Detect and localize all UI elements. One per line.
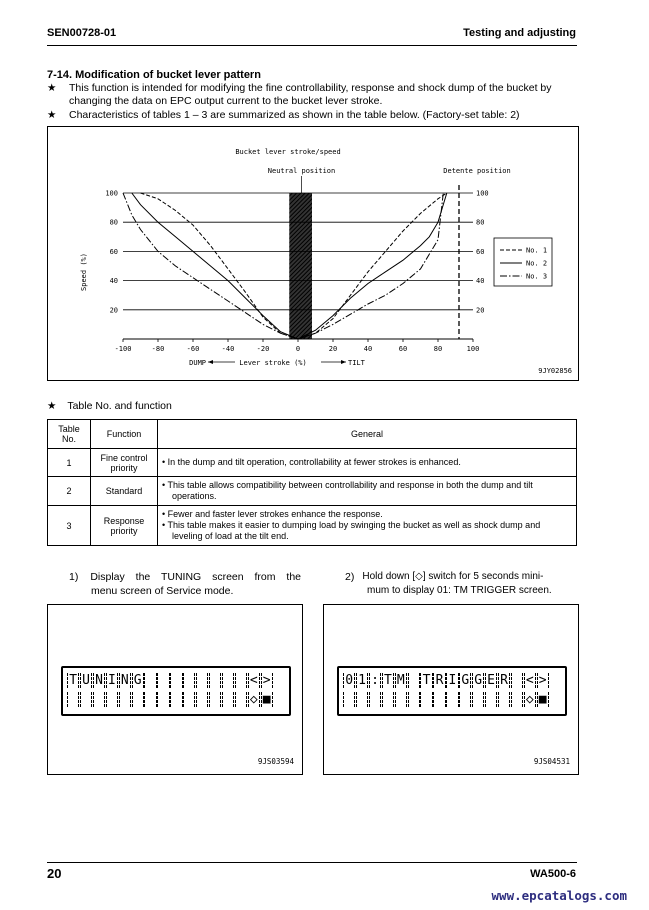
lcd-cell bbox=[106, 692, 118, 707]
lcd-cell: T bbox=[382, 673, 394, 688]
bullet-2-line1: Characteristics of tables 1 – 3 are summarized as shown in the table below. (Factory-set table: 2) bbox=[69, 109, 520, 121]
lcd-cell bbox=[356, 692, 368, 707]
lcd-cell: T bbox=[67, 673, 79, 688]
lcd-cell: > bbox=[261, 673, 273, 688]
lcd-cell bbox=[144, 692, 156, 707]
lcd-cell: I bbox=[446, 673, 458, 688]
lcd-cell: ◇ bbox=[248, 692, 260, 707]
lcd-cell: ■ bbox=[537, 692, 549, 707]
lcd-cell bbox=[157, 692, 169, 707]
lcd-cell bbox=[472, 692, 484, 707]
step-number: 2) bbox=[345, 571, 355, 583]
chart-figure bbox=[47, 126, 579, 381]
lcd-cell bbox=[183, 692, 195, 707]
lcd-display bbox=[61, 666, 291, 716]
detente-label: Detente position bbox=[443, 167, 511, 175]
lcd-cell: R bbox=[433, 673, 445, 688]
dump-arrowhead bbox=[208, 360, 213, 364]
lcd-cell bbox=[420, 692, 432, 707]
lcd-cell bbox=[369, 692, 381, 707]
y-axis-label: Speed (%) bbox=[80, 253, 88, 291]
lcd-cell bbox=[196, 673, 208, 688]
lcd-cell: > bbox=[537, 673, 549, 688]
step-text-line2: menu screen of Service mode. bbox=[91, 585, 234, 597]
lcd-cell bbox=[209, 673, 221, 688]
lcd-cell bbox=[119, 692, 131, 707]
lcd-cell: E bbox=[485, 673, 497, 688]
lcd-cell bbox=[183, 673, 195, 688]
lcd-cell: G bbox=[132, 673, 144, 688]
general-item: • In the dump and tilt operation, controllability at fewer strokes is enhanced. bbox=[162, 457, 461, 467]
model-name: WA500-6 bbox=[530, 868, 576, 880]
lcd-cell: U bbox=[80, 673, 92, 688]
lcd-cell bbox=[144, 673, 156, 688]
figure-id: 9JS04531 bbox=[533, 757, 570, 766]
bullet-1-line2: changing the data on EPC output current to the bucket lever stroke. bbox=[69, 95, 383, 107]
y-tick-left: 80 bbox=[109, 218, 118, 227]
page-number: 20 bbox=[47, 866, 62, 881]
lcd-cell: N bbox=[93, 673, 105, 688]
x-tick-label: -80 bbox=[151, 345, 165, 353]
lcd-cell bbox=[132, 692, 144, 707]
lcd-cell bbox=[446, 692, 458, 707]
lcd-cell bbox=[459, 692, 471, 707]
star-icon: ★ bbox=[47, 400, 57, 412]
y-tick-right: 80 bbox=[476, 218, 485, 227]
lcd-cell bbox=[498, 692, 510, 707]
header-rule bbox=[47, 45, 577, 46]
bullet-1 bbox=[47, 82, 587, 110]
figure-id: 9JY02856 bbox=[538, 367, 572, 375]
chart-title: Bucket lever stroke/speed bbox=[235, 148, 341, 156]
neutral-band bbox=[289, 193, 312, 339]
lever-stroke-chart bbox=[48, 127, 578, 380]
row-general bbox=[158, 506, 577, 546]
lcd-cell bbox=[80, 692, 92, 707]
header-table-no: Table No. bbox=[48, 420, 91, 449]
lcd-display bbox=[337, 666, 567, 716]
x-tick-label: -60 bbox=[186, 345, 200, 353]
x-tick-label: 60 bbox=[398, 345, 408, 353]
lcd-cell bbox=[408, 673, 420, 688]
tilt-label: TILT bbox=[348, 359, 365, 367]
general-item: • This table allows compatibility between controllability and response in both the dump and tilt operations. bbox=[162, 480, 533, 501]
lcd-cell bbox=[382, 692, 394, 707]
step-2 bbox=[345, 570, 577, 598]
row-no: 1 bbox=[48, 449, 91, 477]
star-icon: ★ bbox=[47, 109, 57, 121]
step-number: 1) bbox=[69, 571, 79, 583]
legend-label: No. 2 bbox=[526, 259, 548, 268]
step-1 bbox=[69, 570, 301, 598]
lcd-cell: T bbox=[420, 673, 432, 688]
lcd-cell: G bbox=[472, 673, 484, 688]
y-tick-left: 20 bbox=[109, 306, 118, 315]
series-line bbox=[123, 193, 443, 339]
section-title: 7-14. Modification of bucket lever pattern bbox=[47, 69, 261, 81]
row-general bbox=[158, 477, 577, 506]
row-no: 2 bbox=[48, 477, 91, 506]
y-tick-left: 60 bbox=[109, 247, 118, 256]
lcd-cell bbox=[222, 673, 234, 688]
legend-label: No. 3 bbox=[526, 272, 548, 281]
x-tick-label: 20 bbox=[328, 345, 338, 353]
tilt-arrowhead bbox=[341, 360, 346, 364]
watermark: www.epcatalogs.com bbox=[491, 888, 627, 903]
x-tick-label: -100 bbox=[114, 345, 132, 353]
y-tick-right: 60 bbox=[476, 247, 485, 256]
x-tick-label: -20 bbox=[256, 345, 270, 353]
lcd-cell: 0 bbox=[343, 673, 355, 688]
tuning-screen-figure bbox=[47, 604, 303, 775]
y-tick-right: 40 bbox=[476, 277, 485, 286]
row-function: Fine control priority bbox=[91, 449, 158, 477]
section-header: Testing and adjusting bbox=[463, 27, 576, 39]
lcd-cell: R bbox=[498, 673, 510, 688]
lcd-cell bbox=[408, 692, 420, 707]
lcd-cell bbox=[93, 692, 105, 707]
x-tick-label: 0 bbox=[295, 345, 301, 353]
lcd-cell: < bbox=[248, 673, 260, 688]
step-text-line2: mum to display 01: TM TRIGGER screen. bbox=[367, 585, 552, 596]
table-intro-text: Table No. and function bbox=[67, 400, 172, 412]
lcd-cell: : bbox=[369, 673, 381, 688]
lcd-cell: < bbox=[524, 673, 536, 688]
y-tick-left: 100 bbox=[105, 189, 118, 198]
lcd-cell bbox=[67, 692, 79, 707]
row-general bbox=[158, 449, 577, 477]
x-tick-label: 80 bbox=[433, 345, 443, 353]
lcd-cell bbox=[170, 692, 182, 707]
lcd-cell bbox=[511, 673, 523, 688]
lcd-cell bbox=[196, 692, 208, 707]
lcd-cell bbox=[433, 692, 445, 707]
header-function: Function bbox=[91, 420, 158, 449]
function-table bbox=[47, 419, 577, 546]
star-icon: ★ bbox=[47, 82, 57, 94]
table-header-row bbox=[48, 420, 577, 449]
table-row bbox=[48, 506, 577, 546]
lcd-cell bbox=[235, 673, 247, 688]
lcd-cell bbox=[209, 692, 221, 707]
doc-code: SEN00728-01 bbox=[47, 27, 117, 39]
lcd-cell: I bbox=[106, 673, 118, 688]
lcd-cell bbox=[511, 692, 523, 707]
step-text-line1: Hold down [◇] switch for 5 seconds mini- bbox=[362, 571, 544, 582]
bullet-1-line1: This function is intended for modifying the fine controllability, response and shock dump of the bucket by bbox=[69, 82, 552, 94]
row-no: 3 bbox=[48, 506, 91, 546]
y-tick-right: 20 bbox=[476, 306, 485, 315]
x-axis-label: Lever stroke (%) bbox=[239, 359, 307, 367]
x-tick-label: -40 bbox=[221, 345, 235, 353]
lcd-cell: M bbox=[395, 673, 407, 688]
table-intro bbox=[47, 400, 172, 412]
neutral-label: Neutral position bbox=[267, 167, 336, 175]
figure-id: 9JS03594 bbox=[257, 757, 294, 766]
legend-label: No. 1 bbox=[526, 246, 548, 255]
lcd-cell bbox=[485, 692, 497, 707]
x-tick-label: 40 bbox=[363, 345, 373, 353]
dump-label: DUMP bbox=[189, 359, 206, 367]
row-function: Standard bbox=[91, 477, 158, 506]
lcd-cell bbox=[170, 673, 182, 688]
lcd-cell bbox=[343, 692, 355, 707]
x-tick-label: 100 bbox=[466, 345, 480, 353]
lcd-cell bbox=[395, 692, 407, 707]
lcd-cell: ■ bbox=[261, 692, 273, 707]
header-general: General bbox=[158, 420, 577, 449]
lcd-cell: 1 bbox=[356, 673, 368, 688]
y-tick-left: 40 bbox=[109, 277, 118, 286]
lcd-cell bbox=[235, 692, 247, 707]
step-text-line1: Display the TUNING screen from the bbox=[90, 571, 301, 583]
table-row bbox=[48, 477, 577, 506]
lcd-cell: ◇ bbox=[524, 692, 536, 707]
footer-rule bbox=[47, 862, 577, 863]
table-row bbox=[48, 449, 577, 477]
bullet-2 bbox=[47, 109, 587, 123]
tm-trigger-screen-figure bbox=[323, 604, 579, 775]
general-item: • Fewer and faster lever strokes enhance the response. bbox=[162, 509, 383, 519]
y-tick-right: 100 bbox=[476, 189, 489, 198]
lcd-cell: N bbox=[119, 673, 131, 688]
row-function: Response priority bbox=[91, 506, 158, 546]
lcd-cell bbox=[222, 692, 234, 707]
lcd-cell bbox=[157, 673, 169, 688]
general-item: • This table makes it easier to dumping load by swinging the bucket as well as shock dump and leveling of load at the tilt end. bbox=[162, 520, 541, 541]
lcd-cell: G bbox=[459, 673, 471, 688]
